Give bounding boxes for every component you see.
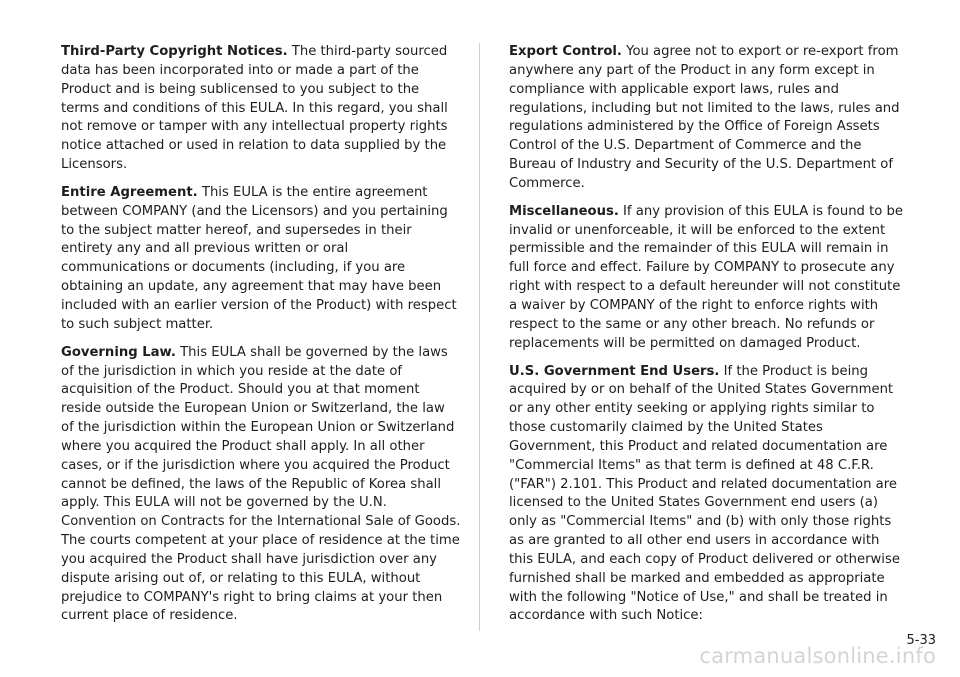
page-number: 5-33 xyxy=(906,633,936,648)
section-export-control xyxy=(509,43,904,194)
section-miscellaneous xyxy=(509,203,904,354)
left-column xyxy=(61,43,461,635)
section-text: The third-party sourced data has been incorporated into or made a part of the Product and is being sublicensed to you subject to the terms and conditions of this EULA. In this regard, you shall not remove or tamper with any intellectual property rights notice attached or used in relation to data supplied by the Licensors. xyxy=(61,44,448,173)
section-heading: Entire Agreement. xyxy=(61,184,198,200)
section-text: If the Product is being acquired by or on behalf of the United States Government or any other entity seeking or applying rights similar to those customarily claimed by the United States Government, this Product and related documentation are "Commercial Items" as that term is defined at 48 C.F.R. ("FAR") 2.101. This Product and related documentation are licensed to the United States Government end users (a) only as "Commercial Items" and (b) with only those rights as are granted to all other end users in accordance with this EULA, and each copy of Product delivered or otherwise furnished shall be marked and embedded as appropriate with the following "Notice of Use," and shall be treated in accordance with such Notice: xyxy=(509,363,900,624)
column-divider xyxy=(479,43,480,631)
section-heading: Miscellaneous. xyxy=(509,203,619,219)
section-text: This EULA shall be governed by the laws of the jurisdiction in which you reside at the date of acquisition of the Product. Should you at that moment reside outside the European Union or Switzerland, the law of the jurisdiction within the European Union or Switzerland where you acquired the Product shall apply. In all other cases, or if the jurisdiction where you acquired the Product cannot be defined, the laws of the Republic of Korea shall apply. This EULA will not be governed by the U.N. Convention on Contracts for the International Sale of Goods. The courts competent at your place of residence at the time you acquired the Product shall have jurisdiction over any dispute arising out of, or relating to this EULA, without prejudice to COMPANY's right to bring claims at your then current place of residence. xyxy=(61,344,461,624)
section-heading: Export Control. xyxy=(509,44,622,59)
section-third-party-copyright xyxy=(61,43,461,175)
watermark: carmanualsonline.info xyxy=(699,644,936,668)
section-text: You agree not to export or re-export from anywhere any part of the Product in any form except in compliance with applicable export laws, rules and regulations, including but not limited to the laws, rules and regulations administered by the Office of Foreign Assets Control of the U.S. Department of Commerce and the Bureau of Industry and Security of the U.S. Department of Commerce. xyxy=(509,44,900,191)
section-heading: Third-Party Copyright Notices. xyxy=(61,44,288,59)
section-heading: U.S. Government End Users. xyxy=(509,363,720,379)
section-entire-agreement xyxy=(61,184,461,335)
right-column xyxy=(509,43,904,635)
section-us-government-end-users xyxy=(509,363,904,627)
section-heading: Governing Law. xyxy=(61,344,176,360)
section-text: This EULA is the entire agreement between COMPANY (and the Licensors) and you pertaining to the subject matter hereof, and supersedes in their entirety any and all previous written or oral communications or documents (including, if you are obtaining an update, any agreement that may have been included with an earlier version of the Product) with respect to such subject matter. xyxy=(61,184,457,332)
section-text: If any provision of this EULA is found to be invalid or unenforceable, it will be enforced to the extent permissible and the remainder of this EULA will remain in full force and effect. Failure by COMPANY to prosecute any right with respect to a default hereunder will not constitute a waiver by COMPANY of the right to enforce rights with respect to the same or any other breach. No refunds or replacements will be permitted on damaged Product. xyxy=(509,203,904,351)
section-governing-law xyxy=(61,344,461,627)
